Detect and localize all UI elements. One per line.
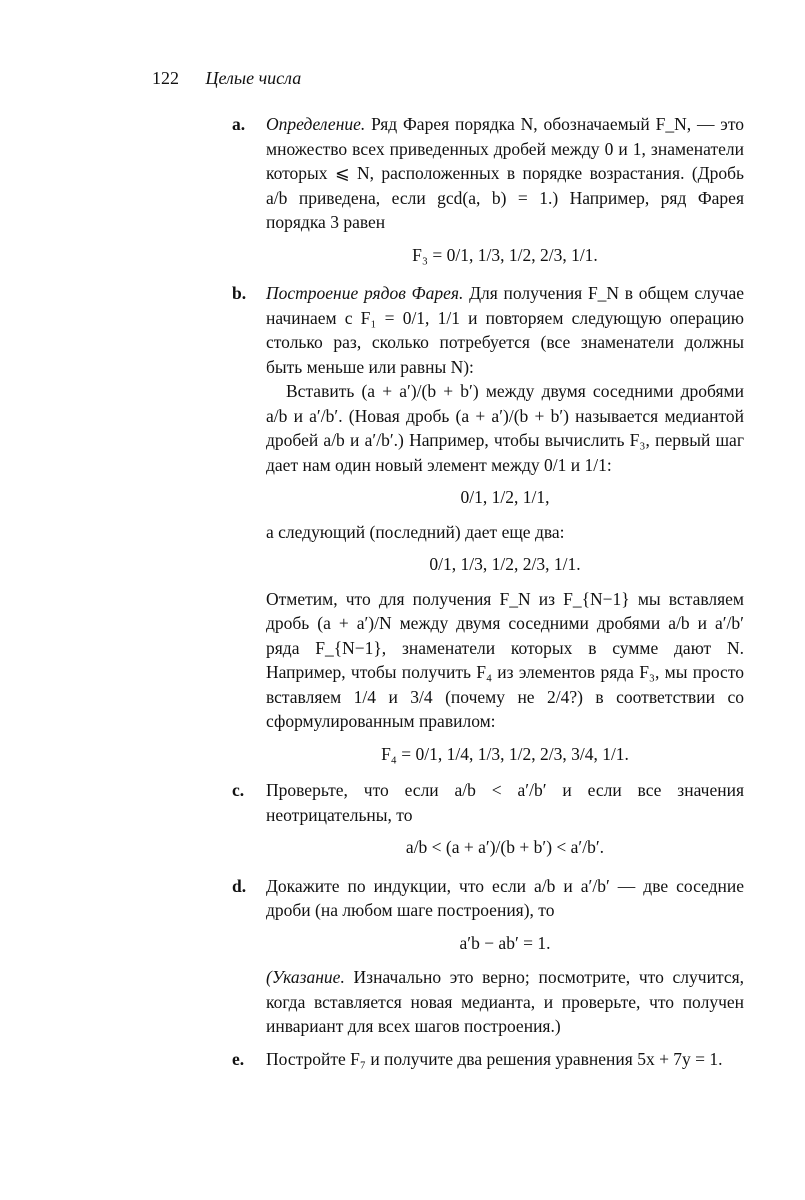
next-step-paragraph: а следующий (последний) дает еще два: (266, 521, 565, 542)
item-d (232, 874, 744, 1039)
hint-paragraph (266, 965, 744, 1039)
induction-paragraph: Докажите по индукции, что если a/b и a′/b′ — две соседние дроби (на любом шаге построения), то (266, 875, 744, 920)
item-marker-b: b. (232, 283, 247, 303)
page-number: 122 (152, 68, 179, 88)
note-paragraph: Отметим, что для получения F_N из F_{N−1} мы вставляем дробь (a + a′)/N между двумя соседними дробями a/b и a′/b′ ряда F_{N−1}, знаменатели которых в сумме дают N. Например, чтобы получить F₄ из элементов ряда F₃, мы просто вставляем 1/4 и 3/4 (почему не 2/4?) в соответствии со сформулированным правилом: (266, 588, 744, 731)
item-c (232, 778, 744, 860)
item-marker-c: c. (232, 780, 245, 800)
formula-step1: 0/1, 1/2, 1/1, (460, 487, 550, 507)
formula-f3: F₃ = 0/1, 1/3, 1/2, 2/3, 1/1. (412, 244, 598, 265)
item-a (232, 112, 744, 267)
item-marker-e: e. (232, 1048, 245, 1069)
construction-lead: Построение рядов Фарея. (266, 283, 464, 303)
formula-determinant: a′b − ab′ = 1. (459, 932, 551, 953)
mediant-paragraph: Вставить (a + a′)/(b + b′) между двумя соседними дробями a/b и a′/b′. (Новая дробь (a + a′)/(b + b′) называется медиантой дробей a/b и a′/b′.) Например, чтобы вычислить F₃, первый шаг дает нам один новый элемент между 0/1 и 1/1: (266, 381, 744, 475)
item-marker-d: d. (232, 875, 247, 896)
construction-paragraph (266, 281, 744, 379)
definition-text: Ряд Фарея порядка N, обозначаемый F_N, — это множество всех приведенных дробей между 0 и 1, знаменатели которых ⩽ N, расположенных в порядке возрастания. (Дробь a/b приведена, если gcd(a, b) = 1.) Например, ряд Фарея порядка 3 равен (266, 114, 744, 232)
formula-f4: F₄ = 0/1, 1/4, 1/3, 1/2, 2/3, 3/4, 1/1. (381, 743, 629, 764)
hint-lead: (Указание. (266, 967, 345, 987)
formula-step2: 0/1, 1/3, 1/2, 2/3, 1/1. (429, 554, 581, 574)
definition-lead: Определение. (266, 114, 366, 134)
item-b (232, 281, 744, 766)
item-marker-a: a. (232, 114, 246, 134)
running-title: Целые числа (205, 68, 302, 88)
definition-paragraph (266, 112, 744, 235)
construct-f7-paragraph: Постройте F₇ и получите два решения уравнения 5x + 7y = 1. (266, 1048, 723, 1069)
verify-paragraph: Проверьте, что если a/b < a′/b′ и если все значения неотрицательны, то (266, 780, 744, 825)
exercise-body (232, 112, 744, 1071)
page-header (152, 68, 301, 89)
item-e (232, 1047, 744, 1072)
formula-inequality: a/b < (a + a′)/(b + b′) < a′/b′. (405, 837, 605, 857)
construction-text: Для получения F_N в общем случае начинаем с F₁ = 0/1, 1/1 и повторяем следующую операцию столько раз, сколько потребуется (все знаменатели должны быть меньше или равны N): (266, 283, 744, 377)
hint-text: Изначально это верно; посмотрите, что случится, когда вставляется новая медианта, и проверьте, что получен инвариант для всех шагов построения.) (266, 967, 745, 1036)
